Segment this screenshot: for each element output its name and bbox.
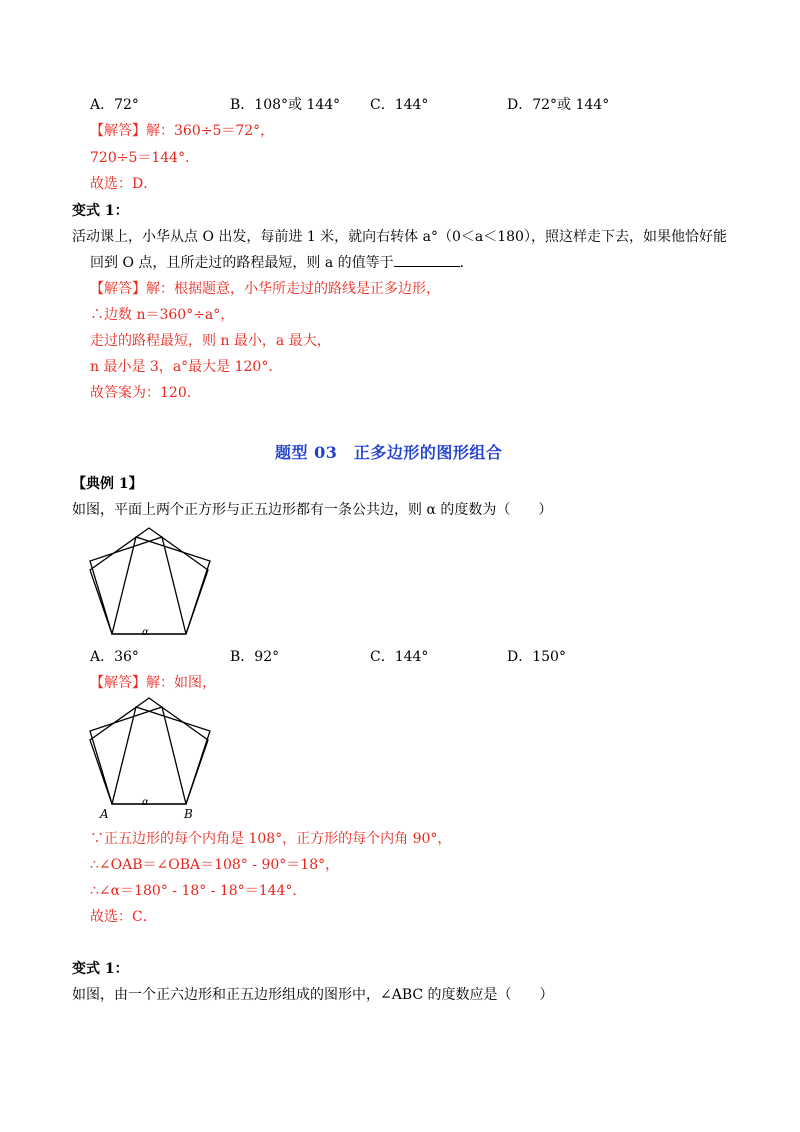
square-left-shape	[90, 537, 186, 634]
question-text: 如图，由一个正六边形和正五边形组成的图形中，∠ABC 的度数应是（ ）	[72, 987, 554, 1003]
answer-line: 故答案为：120．	[90, 385, 201, 401]
question-text: 如图，平面上两个正方形与正五边形都有一条公共边，则 α 的度数为（ ）	[72, 502, 553, 518]
option-a: A．36°	[90, 649, 139, 665]
question-text: 活动课上，小华从点 O 出发，每前进 1 米，就向右转体 a°（0＜a＜180），照这样走下去，如果他恰好能	[72, 229, 727, 245]
pentagon-squares-labeled-figure	[86, 694, 216, 824]
option-c: C．144°	[370, 97, 429, 113]
point-a-label: A	[100, 807, 109, 821]
answer-line: n 最小是 3，a°最大是 120°．	[90, 359, 283, 375]
answer-line: 【解答】解：360÷5＝72°，	[90, 123, 275, 139]
alpha-label: α	[142, 627, 149, 638]
alpha-label: α	[142, 797, 149, 808]
variant-heading: 变式 1：	[72, 203, 129, 219]
answer-line: ∴∠OAB＝∠OBA＝108° - 90°＝18°，	[90, 857, 340, 873]
square-right-shape	[112, 537, 210, 634]
answer-line: 故选：D．	[90, 176, 158, 192]
square-left-shape	[90, 707, 186, 804]
variant-heading: 变式 1：	[72, 961, 129, 977]
pentagon-squares-figure	[86, 524, 216, 640]
question-text-part: 回到 O 点，且所走过的路程最短，则 a 的值等于	[90, 255, 394, 271]
answer-intro: 【解答】解：如图，	[90, 675, 216, 691]
example-heading: 【典例 1】	[72, 476, 143, 492]
option-c: C．144°	[370, 649, 429, 665]
answer-line: ∵正五边形的每个内角是 108°，正方形的每个内角 90°，	[90, 831, 452, 847]
option-a: A．72°	[90, 97, 139, 113]
question-text-cont	[90, 254, 474, 272]
answer-line: 720÷5＝144°．	[90, 150, 200, 166]
question-text-end: ．	[459, 255, 474, 271]
option-d: D．150°	[507, 649, 566, 665]
answer-line: ∴边数 n＝360°÷a°，	[90, 307, 235, 323]
answer-line: 【解答】解：根据题意，小华所走过的路线是正多边形，	[90, 281, 440, 297]
section-title: 题型 03 正多边形的图形组合	[275, 443, 503, 462]
answer-line: 走过的路程最短，则 n 最小，a 最大，	[90, 333, 331, 349]
square-right-shape	[112, 707, 210, 804]
answer-blank	[394, 254, 460, 267]
answer-line: ∴∠α＝180° - 18° - 18°＝144°．	[90, 883, 307, 899]
option-b: B．92°	[230, 649, 280, 665]
answer-line: 故选：C．	[90, 909, 157, 925]
option-d: D．72°或 144°	[507, 97, 610, 113]
point-b-label: B	[184, 807, 193, 821]
option-b: B．108°或 144°	[230, 97, 341, 113]
